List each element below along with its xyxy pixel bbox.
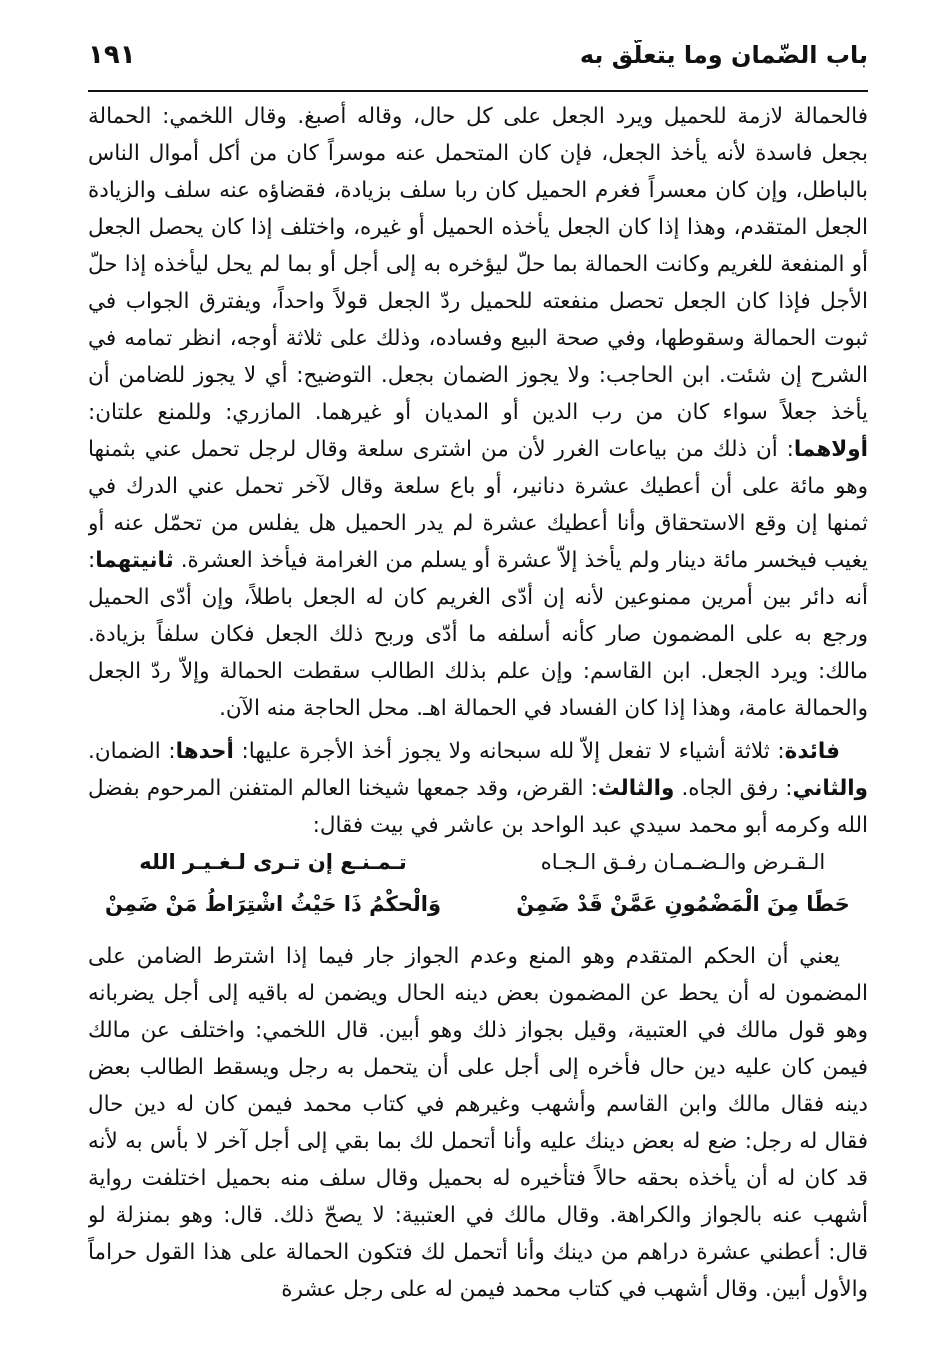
verse-1-first-hemistich: الـقـرض والـضـمـان رفـق الـجـاه: [540, 850, 826, 874]
benefit-text: : رفق الجاه.: [681, 776, 793, 801]
benefit-text: : الضمان.: [88, 739, 176, 764]
header-rule: [88, 90, 868, 92]
benefit-label: فائدة: [784, 739, 840, 764]
label-first-reason: أولاهما: [793, 437, 868, 462]
benefit-second-label: والثاني: [792, 776, 868, 801]
chapter-title: باب الضّمان وما يتعلّق به: [579, 41, 868, 69]
paragraph-text: : أنه دائر بين أمرين ممنوعين لأنه إن أدّى الغريم كان له الجعل باطلاً، وإن أدّى الحميل ورجع به على المضمون صار كأنه أسلفه ما أدّى وربح ذلك الجعل فكان سلفاً بزيادة. مالك: ويرد الجعل. ابن القاسم: وإن علم بذلك الطالب سقطت الحمالة وإلاّ ردّ الجعل والحمالة عامة، وهذا إذا كان الفساد في الحمالة اهـ. محل الحاجة منه الآن.: [88, 548, 868, 721]
benefit-third-label: والثالث: [597, 776, 675, 801]
paragraph-explanation: يعني أن الحكم المتقدم وهو المنع وعدم الجواز جار فيما إذا اشترط الضامن على المضمون له أن يحط عن المضمون بعض دينه الحال ويضمن له باقيه إلى أجل يضربانه وهو قول مالك في العتبية، وقيل بجواز ذلك وهو أبين. قال اللخمي: واختلف عن مالك فيمن كان عليه دين حال فأخره إلى أجل على أن يتحمل به رجل ويسقط الطالب بعض دينه فقال مالك وابن القاسم وأشهب وغيرهم في كتاب محمد فيمن كان له دين حال فقال له رجل: ضع له بعض دينك عليه وأنا أتحمل لك بما بقي إلى أجل آخر لا بأس به لأنه قد كان له أن يأخذه بحقه حالاً فتأخيره له بحميل وقال سلف منه بحميل اختلفت رواية أشهب عنه بالجواز والكراهة. وقال مالك في العتبية: لا يصحّ ذلك. قال: وهو بمنزلة لو قال: أعطني عشرة دراهم من دينك وأنا أتحمل لك فتكون الحمالة على هذا القول حراماً والأول أبين. وقال أشهب في كتاب محمد فيمن له على رجل عشرة: [88, 944, 868, 1302]
poem-verse: [88, 892, 868, 934]
book-page: [88, 40, 868, 1330]
paragraph-benefit: [88, 733, 868, 844]
paragraph-guarantee-fee: [88, 98, 868, 727]
verse-2-second-hemistich: وَالْحكْمُ ذَا حَيْثُ اشْتِرَاطُ مَنْ ضَمِنْ: [104, 892, 442, 916]
label-second-reason: ثانيتهما: [95, 548, 174, 573]
poem: [88, 850, 868, 934]
paragraph-text: فالحمالة لازمة للحميل ويرد الجعل على كل حال، وقاله أصبغ. وقال اللخمي: الحمالة بجعل فاسدة لأنه يأخذ الجعل، فإن كان المتحمل عنه موسراً كان من أكل أموال الناس بالباطل، وإن كان معسراً فغرم الحميل كان ربا سلف بزيادة، فقضاؤه عنه سلف والزيادة الجعل المتقدم، وهذا إذا كان الجعل يأخذه الحميل أو غيره، واختلف إذا كان يحصل الجعل أو المنفعة للغريم وكانت الحمالة بما حلّ ليؤخره به إلى أجل أو بما لم يحل ليأخذه إذا حلّ الأجل فإذا كان الجعل تحصل منفعته للحميل ردّ الجعل قولاً واحداً، ويفترق الجواب في ثبوت الحمالة وسقوطها، وفي صحة البيع وفساده، وذلك على ثلاثة أوجه، انظر تمامه في الشرح إن شئت. ابن الحاجب: ولا يجوز الضمان بجعل. التوضيح: أي لا يجوز للضامن أن يأخذ جعلاً سواء كان من رب الدين أو المديان أو غيرهما. المازري: وللمنع علتان:: [88, 104, 868, 425]
benefit-first-label: أحدها: [175, 739, 234, 764]
poem-verse: [88, 850, 868, 892]
page-header: [88, 40, 868, 90]
page-number: ١٩١: [88, 40, 136, 70]
verse-1-second-hemistich: تـمـنـع إن تـرى لـغـيـر الله: [139, 850, 407, 874]
paragraph-text: : أن ذلك من بياعات الغرر لأن من اشترى سلعة وقال لرجل تحمل عني بثمنها وهو مائة على أن أعطيك عشرة دنانير، أو باع سلعة وقال لآخر تحمل عني الدرك في ثمنها إن وقع الاستحقاق وأنا أعطيك عشرة لم يدر الحميل هل يفلس من تحمّل عنه أو يغيب فيخسر مائة دينار ولم يأخذ إلاّ عشرة أو يسلم من الغرامة فيأخذ العشرة.: [88, 437, 868, 573]
benefit-text: : القرض، وقد جمعها شيخنا العالم المتفنن المرحوم بفضل الله وكرمه أبو محمد سيدي عبد الواحد بن عاشر في بيت فقال:: [88, 776, 868, 838]
verse-2-first-hemistich: حَطًا مِنَ الْمَضْمُونِ عَمَّنْ قَدْ ضَمِنْ: [516, 892, 850, 916]
benefit-text: : ثلاثة أشياء لا تفعل إلاّ لله سبحانه ولا يجوز أخذ الأجرة عليها:: [241, 739, 785, 764]
